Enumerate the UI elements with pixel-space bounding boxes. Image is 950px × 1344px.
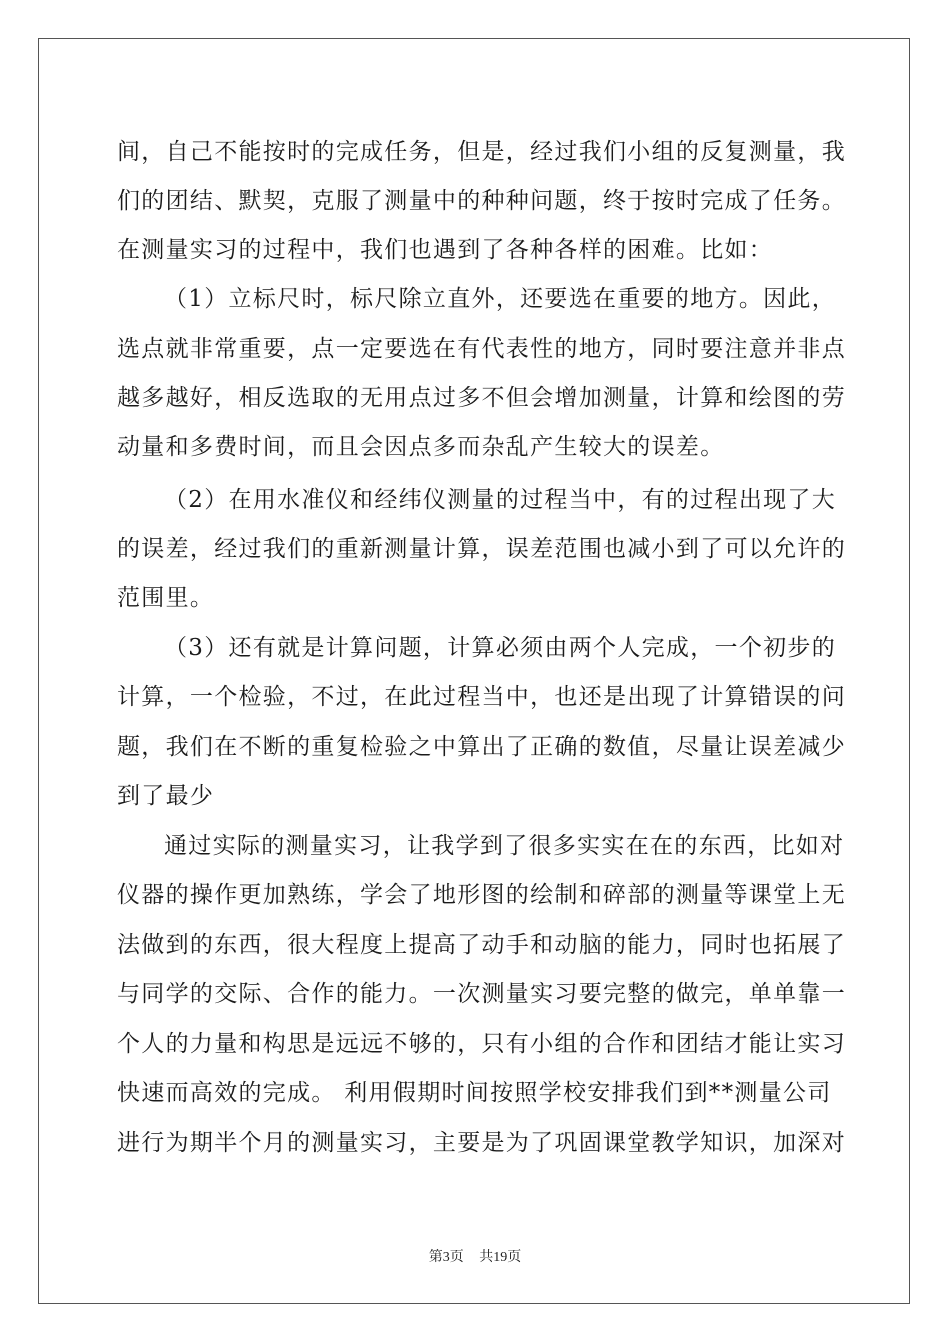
- page-footer: [0, 1246, 950, 1266]
- text-line: 在测量实习的过程中，我们也遇到了各种各样的困难。比如：: [117, 237, 774, 263]
- text-line: 的误差，经过我们的重新测量计算，误差范围也减小到了可以允许的: [117, 536, 846, 562]
- text-line: 快速而高效的完成。 利用假期时间按照学校安排我们到**测量公司: [117, 1080, 832, 1106]
- text-line: 进行为期半个月的测量实习，主要是为了巩固课堂教学知识，加深对: [117, 1130, 846, 1156]
- text-line: 与同学的交际、合作的能力。一次测量实习要完整的做完，单单靠一: [117, 981, 846, 1007]
- text-line: 法做到的东西，很大程度上提高了动手和动脑的能力，同时也拓展了: [117, 932, 846, 958]
- text-line: 动量和多费时间，而且会因点多而杂乱产生较大的误差。: [117, 434, 725, 460]
- text-line: 选点就非常重要，点一定要选在有代表性的地方，同时要注意并非点: [117, 336, 846, 362]
- text-line: （1）立标尺时，标尺除立直外，还要选在重要的地方。因此，: [164, 286, 837, 312]
- text-line: 通过实际的测量实习，让我学到了很多实实在在的东西，比如对: [164, 833, 845, 859]
- text-line: 题，我们在不断的重复检验之中算出了正确的数值，尽量让误差减少: [117, 734, 846, 760]
- text-line: 范围里。: [117, 585, 215, 611]
- page-number: 第3页: [428, 1250, 464, 1265]
- text-line: 个人的力量和构思是远远不够的，只有小组的合作和团结才能让实习: [117, 1031, 846, 1057]
- text-line: 越多越好，相反选取的无用点过多不但会增加测量，计算和绘图的劳: [117, 385, 846, 411]
- text-line: 计算，一个检验，不过，在此过程当中，也还是出现了计算错误的问: [117, 684, 846, 710]
- text-line: 到了最少: [117, 783, 215, 809]
- text-line: （2）在用水准仪和经纬仪测量的过程当中，有的过程出现了大: [164, 487, 837, 513]
- text-line: 们的团结、默契，克服了测量中的种种问题，终于按时完成了任务。: [117, 188, 846, 214]
- text-line: 间，自己不能按时的完成任务，但是，经过我们小组的反复测量，我: [117, 139, 846, 165]
- page-total: 共19页: [479, 1250, 522, 1265]
- text-line: （3）还有就是计算问题，计算必须由两个人完成，一个初步的: [164, 635, 837, 661]
- text-line: 仪器的操作更加熟练，学会了地形图的绘制和碎部的测量等课堂上无: [117, 882, 846, 908]
